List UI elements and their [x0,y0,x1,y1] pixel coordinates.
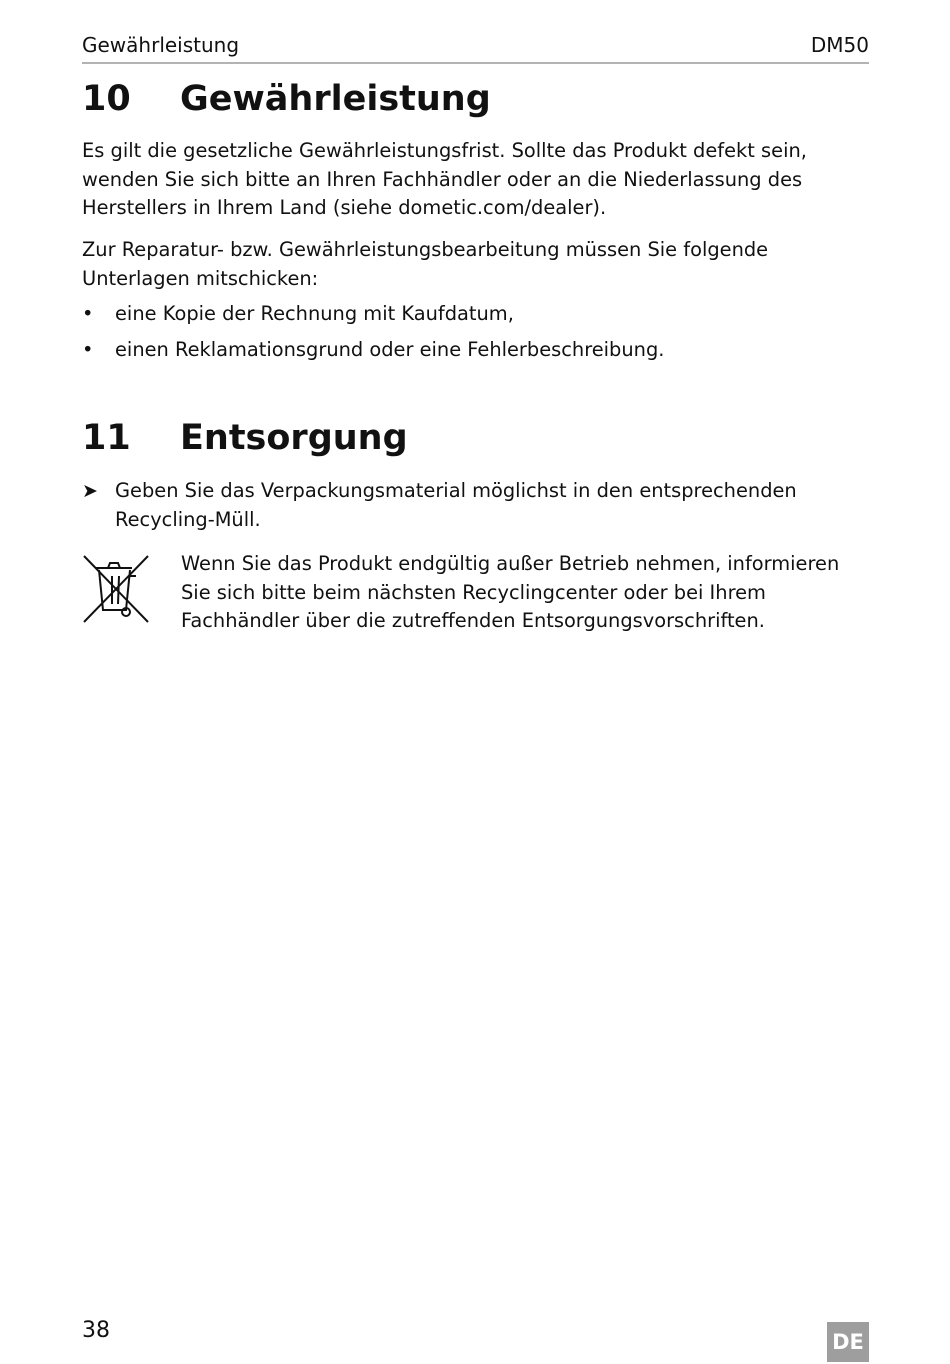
section-number: 11 [82,418,131,458]
language-badge: DE [827,1322,869,1362]
step-arrow-icon: ➤ [82,480,98,502]
section-title: Gewährleistung [180,79,491,119]
list-item-text: einen Reklamationsgrund oder eine Fehlerbeschreibung. [115,338,665,361]
step-text: Geben Sie das Verpackungsmaterial möglichst in den entsprechenden Recycling-Müll. [115,479,797,531]
disposal-paragraph: Wenn Sie das Produkt endgültig außer Betrieb nehmen, informieren Sie sich bitte beim nächsten Recyclingcenter oder bei Ihrem Fachhändler über die zutreffenden Entsorgungsvorschriften. [181,552,840,632]
section-number: 10 [82,79,131,119]
header-model: DM50 [810,33,869,57]
bullet-mark: • [82,338,94,361]
header-section-title: Gewährleistung [82,33,240,57]
documents-paragraph: Zur Reparatur- bzw. Gewährleistungsbearbeitung müssen Sie folgende Unterlagen mitschicken: [82,238,769,290]
list-item-text: eine Kopie der Rechnung mit Kaufdatum, [115,302,514,325]
section-title: Entsorgung [180,418,408,458]
page-number: 38 [82,1318,110,1343]
warranty-paragraph: Es gilt die gesetzliche Gewährleistungsfrist. Sollte das Produkt defekt sein, wenden Sie sich bitte an Ihren Fachhändler oder an die Niederlassung des Herstellers in Ihrem Land (siehe dometic.com/dealer). [82,139,807,219]
bullet-mark: • [82,302,94,325]
crossed-out-wheelie-bin-icon [82,554,150,624]
page-header [82,30,869,64]
